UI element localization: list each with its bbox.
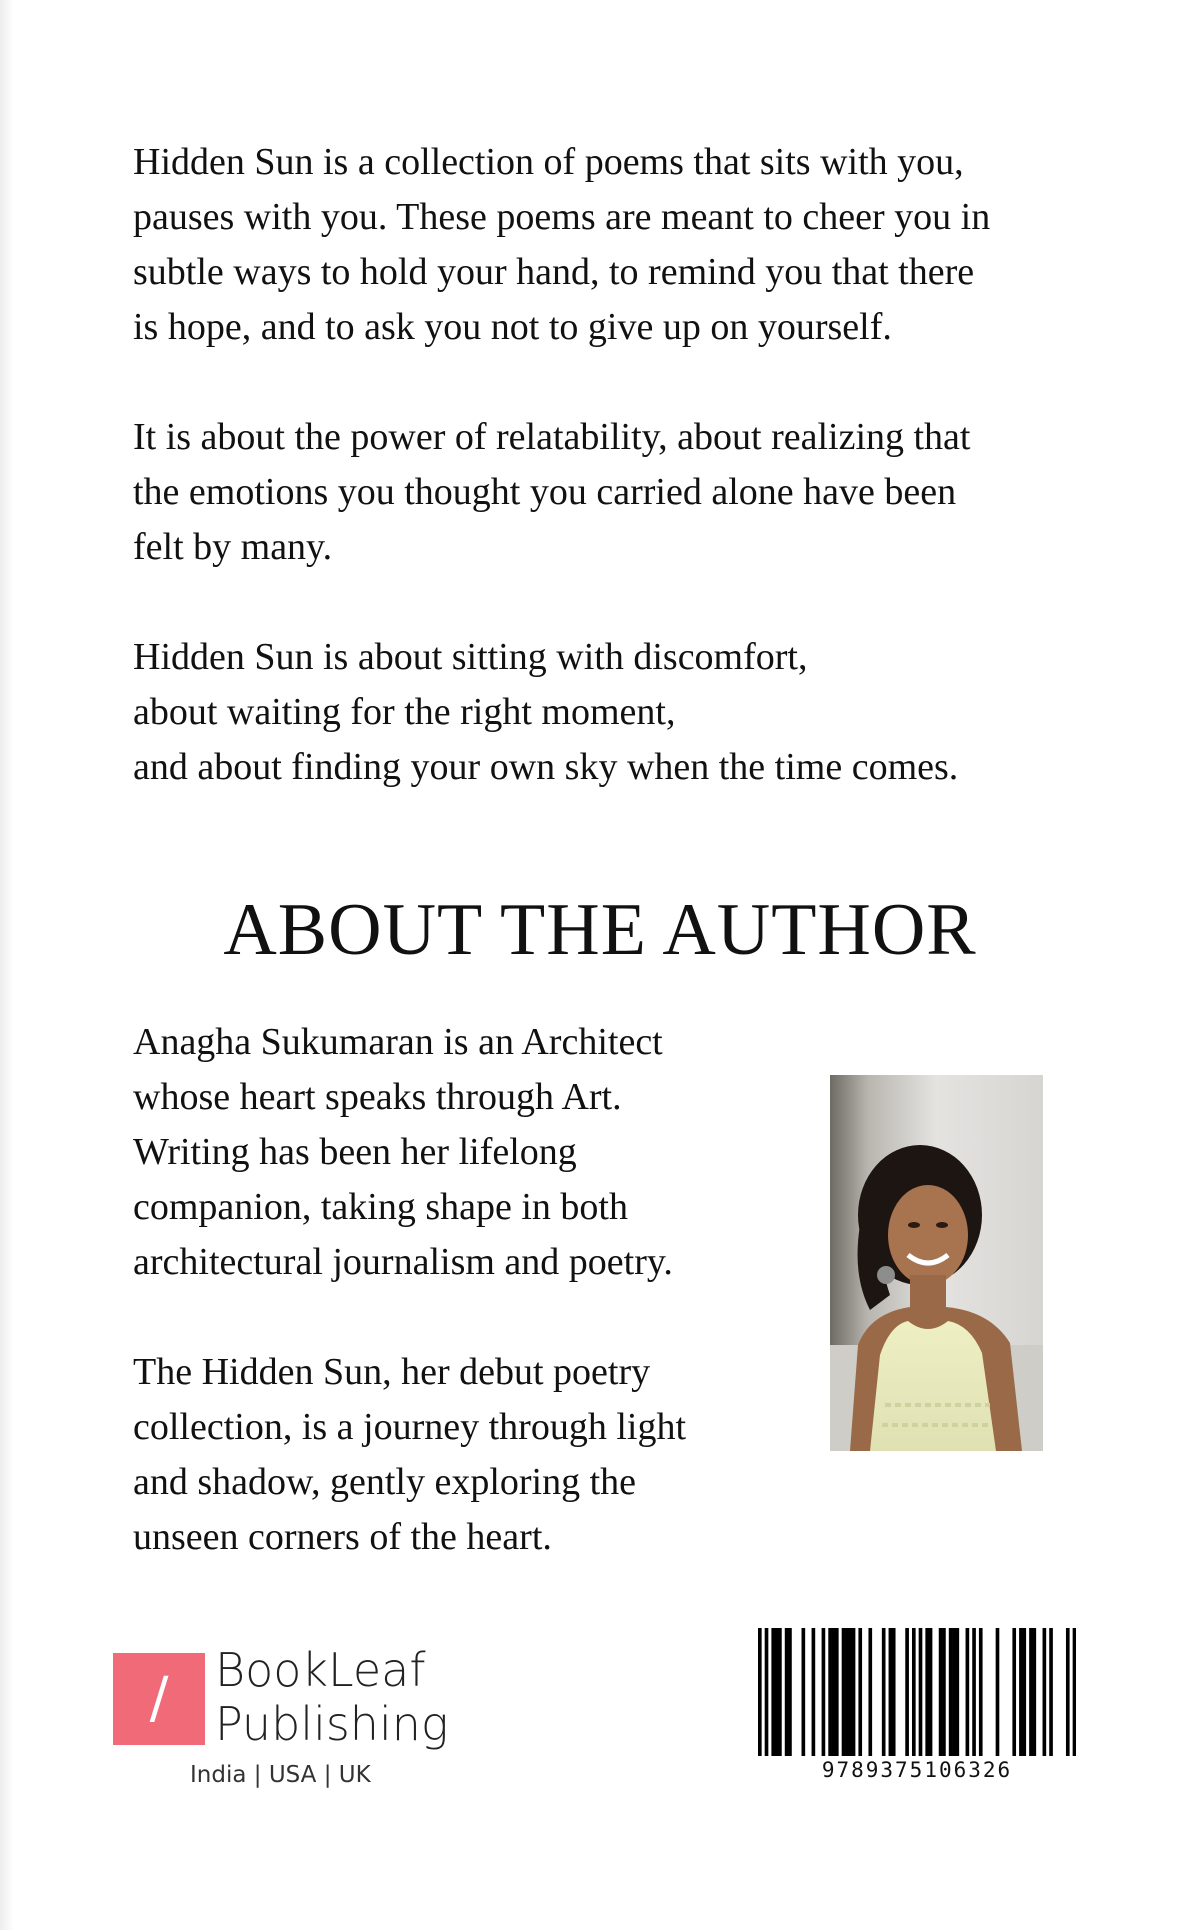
slash-icon: /	[149, 1666, 169, 1731]
barcode-bar	[845, 1628, 849, 1756]
barcode-bar	[1022, 1628, 1026, 1756]
barcode-bar	[905, 1628, 909, 1756]
barcode-bar	[889, 1628, 893, 1756]
barcode-bar	[1012, 1628, 1016, 1756]
barcode-bar	[828, 1628, 832, 1756]
publisher-regions: India | USA | UK	[190, 1762, 371, 1788]
book-blurb	[133, 135, 1093, 850]
bio-paragraph-1: Anagha Sukumaran is an Architect whose heart speaks through Art. Writing has been her lifelong companion, taking shape in both architectural journalism and poetry.	[133, 1021, 673, 1283]
blurb-paragraph-2: It is about the power of relatability, about realizing that the emotions you thought you carried alone have been felt by many.	[133, 416, 971, 568]
barcode-bar	[812, 1628, 816, 1756]
barcode-bar	[842, 1628, 846, 1756]
barcode-bar	[892, 1628, 896, 1756]
barcode-bar	[882, 1628, 886, 1756]
blurb-paragraph-3: Hidden Sun is about sitting with discomfort, about waiting for the right moment, and about finding your own sky when the time comes.	[133, 636, 959, 788]
barcode-bar	[775, 1628, 779, 1756]
barcode-bar	[1029, 1628, 1033, 1756]
barcode-bar	[1049, 1628, 1053, 1756]
barcode-bar	[996, 1628, 1000, 1756]
bio-paragraph-2: The Hidden Sun, her debut poetry collection, is a journey through light and shadow, gently exploring the unseen corners of the heart.	[133, 1351, 687, 1558]
barcode-bar	[758, 1628, 762, 1756]
author-bio	[133, 1015, 773, 1620]
barcode-bar	[868, 1628, 872, 1756]
bookleaf-logo-mark	[113, 1653, 205, 1745]
barcode-bar	[912, 1628, 916, 1756]
barcode-bar	[832, 1628, 836, 1756]
barcode-bar	[822, 1628, 826, 1756]
barcode-bar	[778, 1628, 782, 1756]
barcode-bar	[925, 1628, 929, 1756]
barcode-bar	[955, 1628, 959, 1756]
barcode-bar	[788, 1628, 792, 1756]
barcode-bar	[1032, 1628, 1036, 1756]
barcode-bar	[979, 1628, 983, 1756]
barcode-bar	[919, 1628, 923, 1756]
isbn-barcode	[758, 1628, 1076, 1756]
isbn-number: 9789375106326	[821, 1758, 1013, 1782]
barcode-bar	[1019, 1628, 1023, 1756]
barcode-bar	[949, 1628, 953, 1756]
barcode-bar	[858, 1628, 862, 1756]
barcode-bar	[1066, 1628, 1070, 1756]
barcode-bar	[802, 1628, 806, 1756]
author-photo	[830, 1075, 1043, 1451]
barcode-bar	[966, 1628, 970, 1756]
barcode-bar	[1043, 1628, 1047, 1756]
barcode-bar	[785, 1628, 789, 1756]
author-portrait-illustration	[830, 1075, 1043, 1451]
publisher-name-line-1: BookLeaf	[215, 1643, 426, 1697]
barcode-bar	[835, 1628, 839, 1756]
barcode-bar	[852, 1628, 856, 1756]
barcode-bar	[929, 1628, 933, 1756]
barcode-bar	[952, 1628, 956, 1756]
about-author-heading: ABOUT THE AUTHOR	[223, 889, 977, 971]
blurb-paragraph-1: Hidden Sun is a collection of poems that sits with you, pauses with you. These poems are meant to cheer you in subtle ways to hold your hand, to remind you that there is hope, and to ask you not to give up on yourself.	[133, 141, 991, 348]
publisher-name	[215, 1643, 449, 1751]
barcode-bar	[848, 1628, 852, 1756]
publisher-name-line-2: Publishing	[215, 1697, 449, 1751]
barcode-bar	[972, 1628, 976, 1756]
barcode-bar	[765, 1628, 769, 1756]
barcode-bar	[942, 1628, 946, 1756]
barcode-bar	[939, 1628, 943, 1756]
barcode-bar	[1073, 1628, 1076, 1756]
barcode-bar	[771, 1628, 775, 1756]
